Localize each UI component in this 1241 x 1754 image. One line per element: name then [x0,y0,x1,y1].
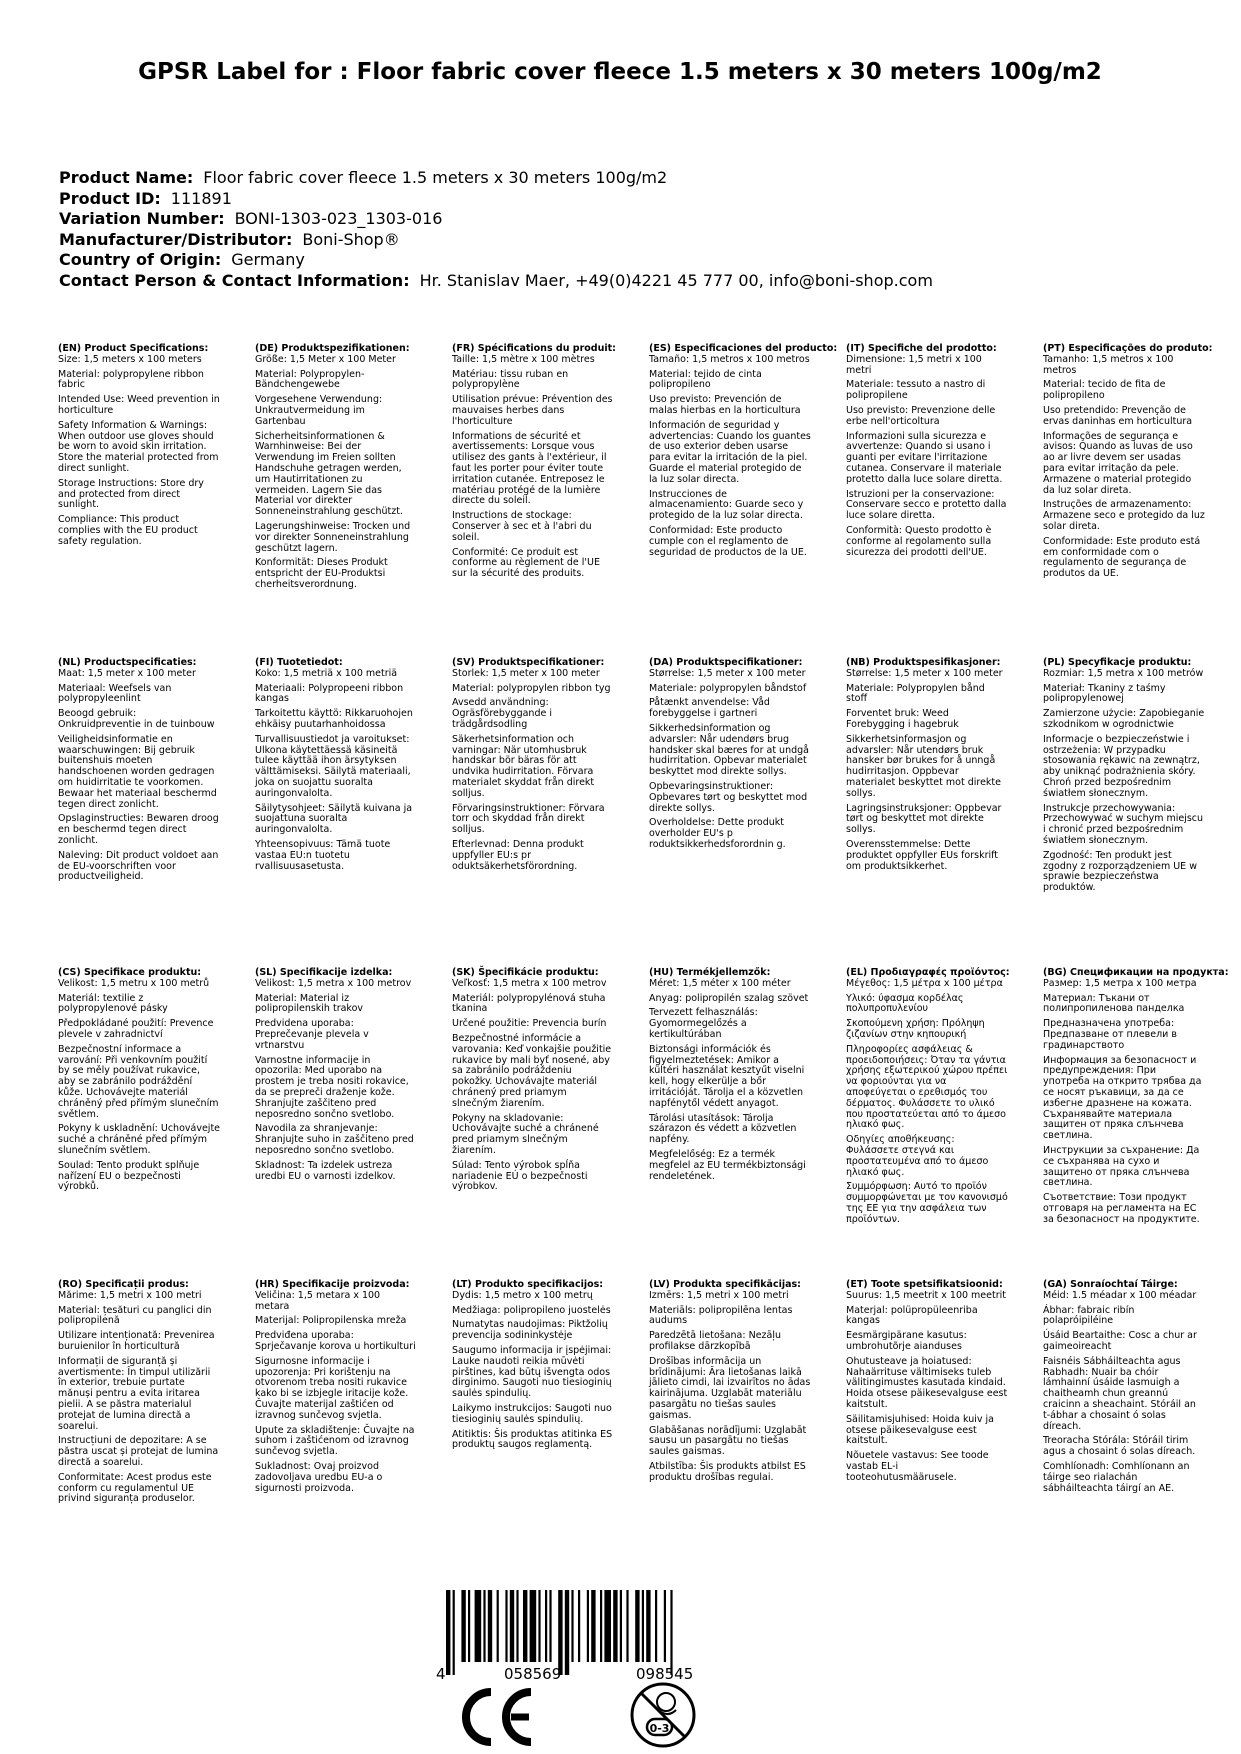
spec-paragraph: Informações de segurança e avisos: Quando as luvas de uso ao ar livre devem ser usadas para evitar irritação da pele. Armazene o material protegido da luz solar direta. [1043,430,1193,496]
spec-paragraph: Uso previsto: Prevención de malas hierbas en la horticultura [649,394,801,416]
spec-paragraph: Forventet bruk: Weed Forebygging i hagebruk [846,708,959,730]
spec-paragraph: Súlad: Tento výrobok spĺňa nariadenie EÚ o bezpečnosti výrobkov. [452,1159,588,1193]
barcode-bar [516,1590,518,1662]
spec-paragraph: Megfelelőség: Ez a termék megfelel az EU termékbiztonsági rendeletének. [649,1148,806,1182]
spec-paragraph: Beoogd gebruik: Onkruidpreventie in de tuinbouw [58,708,215,730]
spec-paragraph: Размер: 1,5 метра x 100 метра [1043,977,1197,989]
spec-paragraph: Ábhar: fabraic ribín polapróipiléine [1043,1304,1135,1327]
barcode-first-digit: 4 [436,1665,446,1683]
barcode-bar [646,1590,650,1662]
spec-section [649,1280,811,1488]
spec-paragraph: Instructions de stockage: Conserver à sec et à l'abri du soleil. [452,510,592,543]
spec-paragraph: Turvallisuustiedot ja varoitukset: Ulkona käytettäessä käsineitä tulee käyttää ihon ärsytyksen välttämiseksi. Säilytä materiaali, joka on suojattu suoralta auringonvalolta. [255,733,411,799]
spec-paragraph: Utilizare intenționată: Prevenirea buruienilor în horticultură [58,1330,215,1352]
spec-paragraph: Säkerhetsinformation och varningar: När utomhusbruk handskar bör bäras för att undvika hudirritation. Förvara materialet skyddat från direkt solljus. [452,733,595,799]
barcode-bar [545,1590,547,1662]
barcode-bar [635,1590,639,1662]
spec-section [58,1280,220,1509]
spec-paragraph: Istruzioni per la conservazione: Conservare secco e protetto dalla luce solare diretta. [846,488,1007,522]
barcode-bar [523,1590,527,1662]
spec-heading: (NL) Productspecificaties: [58,657,197,668]
info-row [59,250,933,271]
spec-paragraph: Veličina: 1,5 metara x 100 metara [255,1289,381,1312]
spec-paragraph: Sukladnost: Ovaj proizvod zadovoljava uredbu EU-a o sigurnosti proizvoda. [255,1460,383,1494]
spec-heading: (HU) Termékjellemzők: [649,967,771,978]
spec-paragraph: Vorgesehene Verwendung: Unkrautvermeidung im Gartenbau [255,394,383,427]
spec-paragraph: Material: Material iz polipropilenskih trakov [255,992,364,1015]
spec-paragraph: Atbilstība: Šis produkts atbilst ES produktu drošības regulai. [649,1460,806,1483]
spec-paragraph: Informations de sécurité et avertissements: Lorsque vous utilisez des gants à l'extérieur, il faut les porter pour éviter toute irritation cutanée. Entreposez le matériau protégé de la lumière directe du soleil. [452,430,607,507]
spec-paragraph: Informazioni sulla sicurezza e avvertenze: Quando si usano i guanti per evitare l'irritazione cutanea. Conservare il materiale protetto dalla luce solare diretta. [846,430,1003,485]
spec-heading: (ET) Toote spetsifikatsioonid: [846,1279,1003,1290]
barcode-bar [497,1590,499,1662]
spec-paragraph: Atitiktis: Šis produktas atitinka ES produktų saugos reglamentą. [452,1428,613,1451]
spec-paragraph: Material: Polypropylen-Bändchengewebe [255,368,365,391]
spec-paragraph: Предназначена употреба: Предпазване от плевели в градинарството [1043,1018,1177,1051]
spec-heading: (PL) Specyfikacje produktu: [1043,657,1192,668]
barcode-bar [620,1590,622,1662]
spec-paragraph: Utilisation prévue: Prévention des mauvaises herbes dans l'horticulture [452,394,613,427]
spec-paragraph: Izmērs: 1,5 metri x 100 metri [649,1289,789,1301]
spec-paragraph: Uso pretendido: Prevenção de ervas daninhas em horticultura [1043,404,1193,427]
spec-section [649,968,811,1186]
spec-paragraph: Materiale: Polypropylen bånd stoff [846,682,985,705]
spec-paragraph: Yhteensopivuus: Tämä tuote vastaa EU:n tuotetu rvallisuusasetusta. [255,838,391,872]
spec-paragraph: Konformität: Dieses Produkt entspricht der EU-Produktsi cherheitsverordnung. [255,557,388,590]
spec-section [255,658,417,876]
info-row [59,230,933,251]
spec-paragraph: Πληροφορίες ασφάλειας & προειδοποιήσεις: Όταν τα γάντια χρήσης εξωτερικού χώρου πρέπει να φοριούνται για να αποφεύγεται ο ερεθισμός του δέρματος. Φυλάσσετε το υλικό που προστατεύεται από το άμεσο ηλιακό φως. [846,1043,1008,1131]
info-value: Hr. Stanislav Maer, +49(0)4221 45 777 00, info@boni-shop.com [419,270,933,290]
spec-paragraph: Dimensione: 1,5 metri x 100 metri [846,353,982,376]
spec-paragraph: Uso previsto: Prevenzione delle erbe nell'orticoltura [846,404,996,427]
spec-paragraph: Nõuetele vastavus: See toode vastab EL-i tooteohutusmäärusele. [846,1450,989,1483]
spec-section [58,658,220,887]
spec-paragraph: Koko: 1,5 metriä x 100 metriä [255,667,398,679]
spec-paragraph: Conformità: Questo prodotto è conforme al regolamento sulla sicurezza dei prodotti dell'UE. [846,524,992,558]
spec-paragraph: Upute za skladištenje: Čuvajte na suhom i zaštićenom od izravnog sunčevog svjetla. [255,1424,415,1458]
spec-paragraph: Størrelse: 1,5 meter x 100 meter [649,667,806,679]
spec-paragraph: Medžiaga: polipropileno juostelės [452,1304,611,1316]
spec-paragraph: Instrucciones de almacenamiento: Guarde seco y protegido de la luz solar directa. [649,488,804,522]
spec-paragraph: Efterlevnad: Denna produkt uppfyller EU:s pr oduktsäkerhetsförordning. [452,838,584,872]
spec-heading: (SV) Produktspecifikationer: [452,657,605,668]
info-row [59,168,933,189]
spec-paragraph: Méid: 1.5 méadar x 100 méadar [1043,1289,1197,1301]
spec-paragraph: Anyag: polipropilén szalag szövet [649,992,809,1004]
spec-paragraph: Σκοπούμενη χρήση: Πρόληψη ζιζανίων στην κηπουρική [846,1018,985,1040]
barcode-bar [461,1590,465,1662]
spec-paragraph: Инструкции за съхранение: Да се съхранява на сухо и защитено от пряка слънчева светлина. [1043,1144,1200,1189]
ce-mark-icon [455,1688,535,1746]
spec-paragraph: Sicherheitsinformationen & Warnhinweise: Bei der Verwendung im Freien sollten Handschuhe getragen werden, um Hautirritationen zu vermeiden. Lagern Sie das Material vor direkter Sonneneinstrahlung geschützt. [255,430,403,518]
spec-paragraph: Varnostne informacije in opozorila: Med uporabo na prostem je treba nositi rokavice, da se prepreči draženje kože. Shranjujte zaščiteno pred neposredno sončno svetlobo. [255,1054,409,1120]
spec-paragraph: Velikost: 1,5 metra x 100 metrov [255,977,412,989]
spec-section [649,658,811,855]
spec-section [1043,343,1213,584]
spec-paragraph: Conformitate: Acest produs este conform cu regulamentul UE privind siguranța produselor. [58,1471,212,1505]
spec-paragraph: Größe: 1,5 Meter x 100 Meter [255,353,396,365]
spec-paragraph: Informacje o bezpieczeństwie i ostrzeżenia: W przypadku stosowania rękawic na zewnątrz, aby uniknąć podrażnienia skóry. Chroń przed bezpośrednim światłem słonecznym. [1043,733,1200,799]
spec-paragraph: Säilytysohjeet: Säilytä kuivana ja suojattuna suoralta auringonvalolta. [255,802,413,836]
spec-paragraph: Opbevaringsinstruktioner: Opbevares tørt og beskyttet mod direkte sollys. [649,780,808,814]
spec-paragraph: Mărime: 1,5 metri x 100 metri [58,1289,202,1301]
barcode-bar [453,1590,455,1675]
spec-paragraph: Materijal: Polipropilenska mreža [255,1315,407,1327]
spec-paragraph: Συμμόρφωση: Αυτό το προϊόν συμμορφώνεται με τον κανονισμό της ΕΕ για την ασφάλεια των προϊόντων. [846,1181,1008,1225]
spec-paragraph: Overensstemmelse: Dette produktet oppfyller EUs forskrift om produktsikkerhet. [846,838,999,872]
spec-heading: (SL) Specifikacije izdelka: [255,967,393,978]
spec-paragraph: Информация за безопасност и предупреждения: При употреба на открито трябва да се носят ръкавици, за да се избегне дразнене на кожата. Съхранявайте материала защитен от пряка слънчева светлина. [1043,1054,1202,1142]
spec-heading: (ES) Especificaciones del producto: [649,343,838,354]
barcode-bar [600,1590,602,1662]
barcode-bar [530,1590,537,1662]
barcode-bar [626,1590,628,1662]
barcode-bar [468,1590,470,1662]
spec-paragraph: Maat: 1,5 meter x 100 meter [58,667,196,679]
spec-paragraph: Intended Use: Weed prevention in horticulture [58,394,220,416]
barcode-bar [510,1590,514,1662]
info-label: Country of Origin: [59,250,222,270]
info-label: Product ID: [59,188,161,208]
spec-paragraph: Съответствие: Този продукт отговаря на регламента на ЕС за безопасност на продуктите. [1043,1192,1200,1225]
spec-heading: (GA) Sonraíochtaí Táirge: [1043,1279,1178,1290]
spec-paragraph: Lagringsinstruksjoner: Oppbevar tørt og beskyttet mot direkte sollys. [846,802,1002,836]
spec-paragraph: Förvaringsinstruktioner: Förvara torr och skyddad från direkt solljus. [452,802,605,836]
spec-paragraph: Opslaginstructies: Bewaren droog en beschermd tegen direct zonlicht. [58,813,219,846]
barcode-bar [483,1590,485,1662]
barcode-bar [670,1590,672,1675]
spec-heading: (FR) Spécifications du produit: [452,343,616,354]
info-row [59,271,933,292]
spec-paragraph: Size: 1,5 meters x 100 meters [58,353,202,365]
spec-paragraph: Materiaal: Weefsels van polypropyleenlint [58,682,172,705]
spec-paragraph: Materiāls: polipropilēna lentas audums [649,1304,793,1327]
spec-paragraph: Rozmiar: 1,5 metra x 100 metrów [1043,667,1204,679]
product-info [59,168,933,292]
spec-heading: (BG) Спецификации на продукта: [1043,967,1229,978]
info-label: Variation Number: [59,209,225,229]
barcode-left-digits: 058569 [504,1665,562,1683]
barcode-bar [549,1590,551,1662]
spec-paragraph: Saugumo informacija ir įspėjimai: Lauke naudoti reikia mūvėti pirštines, kad būtų išvengta odos dirginimo. Saugoti nuo tiesioginių saulės spindulių. [452,1344,612,1400]
age-range-label: 0-3 [649,1722,670,1735]
barcode-bar [475,1590,482,1662]
spec-paragraph: Material: polypropylene ribbon fabric [58,368,204,391]
spec-heading: (IT) Specifiche del prodotto: [846,343,997,354]
spec-paragraph: Påtænkt anvendelse: Våd forebyggelse i gartneri [649,697,770,720]
spec-heading: (DE) Produktspezifikationen: [255,343,410,354]
spec-heading: (SK) Špecifikácie produktu: [452,967,599,978]
spec-paragraph: Μέγεθος: 1,5 μέτρα x 100 μέτρα [846,977,1003,989]
spec-paragraph: Zamierzone użycie: Zapobieganie szkodnikom w ogrodnictwie [1043,708,1205,730]
spec-paragraph: Tarkoitettu käyttö: Rikkaruohojen ehkäisy puutarhanhoidossa [255,708,413,730]
spec-paragraph: Materiaali: Polypropeeni ribbon kangas [255,682,404,705]
spec-paragraph: Zgodność: Ten produkt jest zgodny z rozporządzeniem UE w sprawie bezpieczeństwa produktów. [1043,849,1197,894]
spec-section [58,968,220,1197]
spec-paragraph: Naleving: Dit product voldoet aan de EU-voorschriften voor productveiligheid. [58,849,219,883]
spec-section [846,968,1008,1230]
spec-paragraph: Materiál: textilie z polypropylenové pásky [58,992,168,1015]
spec-section [452,968,614,1197]
barcode-bar [446,1590,450,1675]
spec-section [649,343,838,562]
info-label: Contact Person & Contact Information: [59,270,410,290]
spec-paragraph: Instrukcje przechowywania: Przechowywać w suchym miejscu i chronić przed bezpośrednim światłem słonecznym. [1043,802,1204,846]
spec-paragraph: Comhlíonadh: Comhlíonann an táirge seo rialachán sábháilteachta táirgí an AE. [1043,1460,1190,1494]
age-warning-icon [628,1680,698,1750]
spec-paragraph: Avsedd användning: Ogräsförebyggande i trädgårdsodling [452,697,552,730]
spec-paragraph: Sikkerhetsinformasjon og advarsler: Når utendørs bruk hansker bør brukes for å unngå hudirritasjon. Oppbevar materialet beskyttet mot direkte sollys. [846,733,1001,799]
spec-paragraph: Matériau: tissu ruban en polypropylène [452,368,569,391]
spec-paragraph: Materjal: polüpropüleenriba kangas [846,1304,978,1327]
spec-section [255,1280,417,1498]
spec-paragraph: Conformidad: Este producto cumple con el reglamento de seguridad de productos de la UE. [649,524,807,558]
barcode-bar [655,1590,657,1662]
spec-paragraph: Méret: 1,5 méter x 100 méter [649,977,791,989]
spec-paragraph: Tárolási utasítások: Tárolja szárazon és védett a közvetlen napfény. [649,1112,797,1146]
spec-paragraph: Numatytas naudojimas: Piktžolių prevencija sodininkystėje [452,1319,608,1342]
spec-section [1043,1280,1205,1498]
barcode-bar [538,1590,540,1662]
info-value: 111891 [170,188,232,208]
spec-section [255,968,417,1186]
spec-section [846,344,1008,562]
spec-heading: (HR) Specifikacije proizvoda: [255,1279,410,1290]
spec-paragraph: Instrucțiuni de depozitare: A se păstra uscat și protejat de lumina directă a soarelui. [58,1435,219,1468]
spec-paragraph: Conformidade: Este produto está em conformidade com o regulamento de segurança de produtos da UE. [1043,535,1201,580]
spec-paragraph: Treoracha Stórála: Stóráil tirim agus a chosaint ó solas díreach. [1043,1435,1196,1458]
spec-heading: (FI) Tuotetiedot: [255,657,343,668]
spec-paragraph: Οδηγίες αποθήκευσης: Φυλάσσετε στεγνά και προστατευμένα από το άμεσο ηλιακό φως. [846,1134,989,1178]
spec-paragraph: Storage Instructions: Store dry and protected from direct sunlight. [58,477,204,511]
spec-paragraph: Biztonsági információk és figyelmeztetések: Amikor a kültéri használat kesztyűt viselni kell, hogy elkerülje a bőr irritációját. Tárolja el a közvetlen napfénytől védett anyagot. [649,1043,805,1109]
info-label: Manufacturer/Distributor: [59,229,293,249]
spec-heading: (EL) Προδιαγραφές προϊόντος: [846,967,1010,978]
spec-paragraph: Úsáid Beartaithe: Cosc a chur ar gaimeoireacht [1043,1330,1197,1352]
barcode-bar [505,1590,507,1662]
barcode-bar [604,1590,611,1662]
spec-paragraph: Tamaño: 1,5 metros x 100 metros [649,353,810,365]
spec-paragraph: Bezpečnostní informace a varování: Při venkovním použití by se měly používat rukavice, aby se zabránilo podráždění kůže. Uchovávejte materiál chráněný před přímým slunečním světlem. [58,1043,219,1120]
spec-section [1043,967,1229,1230]
spec-paragraph: Pokyny k uskladnění: Uchovávejte suché a chráněné před přímým slunečním světlem. [58,1123,221,1156]
spec-paragraph: Conformité: Ce produit est conforme au règlement de l'UE sur la sécurité des produits. [452,546,600,580]
spec-paragraph: Suurus: 1,5 meetrit x 100 meetrit [846,1289,1006,1301]
barcode-bar [488,1590,492,1662]
spec-heading: (EN) Product Specifications: [58,343,209,354]
spec-heading: (DA) Produktspecifikationer: [649,657,803,668]
info-value: BONI-1303-023_1303-016 [234,209,443,229]
spec-paragraph: Ohutusteave ja hoiatused: Nahaärrituse vältimiseks tuleb välitingimustes kasutada kindaid. Hoida otsese päikesevalguse eest kaitstult. [846,1355,1008,1410]
spec-section [255,344,417,595]
spec-paragraph: Sikkerhedsinformation og advarsler: Når udendørs brug handsker skal bæres for at undgå hudirritation. Opbevar materialet beskyttet mod direkte sollys. [649,722,809,778]
spec-paragraph: Dydis: 1,5 metro x 100 metrų [452,1289,593,1301]
spec-paragraph: Materiale: polypropylen båndstof [649,682,807,694]
barcode-bar [565,1590,569,1675]
spec-paragraph: Safety Information & Warnings: When outdoor use gloves should be worn to avoid skin irritation. Store the material protected from direct sunlight. [58,419,219,474]
spec-paragraph: Taille: 1,5 mètre x 100 mètres [452,353,595,365]
spec-heading: (PT) Especificações do produto: [1043,343,1213,354]
spec-paragraph: Material: tecido de fita de polipropileno [1043,379,1166,402]
spec-section [1043,658,1205,898]
spec-paragraph: Predviđena uporaba: Sprječavanje korova u hortikulturi [255,1330,416,1352]
spec-section [452,1280,614,1455]
spec-paragraph: Glabāšanas norādījumi: Uzglabāt sausu un pasargātu no tiešas saules gaismas. [649,1424,807,1458]
barcode-bar [613,1590,617,1662]
info-row [59,209,933,230]
spec-paragraph: Navodila za shranjevanje: Shranjujte suho in zaščiteno pred neposredno sončno svetlobo. [255,1123,414,1156]
spec-paragraph: Informații de siguranță și avertismente: În timpul utilizării în exterior, trebuie purtate mănuși pentru a evita iritarea pielii. A se păstra materialul protejat de lumina directă a soarelui. [58,1355,211,1432]
spec-paragraph: Skladnost: Ta izdelek ustreza uredbi EU o varnosti izdelkov. [255,1159,396,1182]
spec-paragraph: Material: tejido de cinta polipropileno [649,368,762,391]
spec-section [58,344,220,552]
spec-paragraph: Eesmärgipärane kasutus: umbrohutõrje aianduses [846,1330,967,1352]
barcode-bar [558,1590,562,1675]
spec-paragraph: Compliance: This product complies with the EU product safety regulation. [58,514,198,547]
spec-paragraph: Faisnéis Sábháilteachta agus Rabhadh: Nuair ba chóir lámhainní úsáide lasmuigh a chaitheamh chun greannú craicinn a sheachaint. Stóráil an t-ábhar a chosaint ó solas díreach. [1043,1355,1196,1432]
spec-section [846,658,1008,876]
spec-heading: (LT) Produkto specifikacijos: [452,1279,604,1290]
info-row [59,189,933,210]
spec-paragraph: Materiał: Tkaniny z taśmy polipropylenowej [1043,682,1166,705]
spec-paragraph: Bezpečnostné informácie a varovania: Keď vonkajšie použitie rukavice by mali byť nosené, aby sa zabránilo podráždeniu pokožky. Uchovávajte materiál chránený pred priamym slnečným žiarením. [452,1032,612,1109]
spec-paragraph: Instruções de armazenamento: Armazene seco e protegido da luz solar direta. [1043,499,1205,532]
spec-paragraph: Lagerungshinweise: Trocken und vor direkter Sonneneinstrahlung geschützt lagern. [255,520,411,554]
barcode-bar [587,1590,589,1662]
barcode-bar [571,1590,573,1662]
barcode [446,1590,746,1675]
barcode-bar [591,1590,595,1662]
spec-paragraph: Laikymo instrukcijos: Saugoti nuo tiesioginių saulės spindulių. [452,1402,612,1425]
spec-section [846,1280,1008,1488]
spec-heading: (CS) Specifikace produktu: [58,967,202,978]
spec-paragraph: Storlek: 1,5 meter x 100 meter [452,667,600,679]
spec-heading: (LV) Produkta specifikācijas: [649,1279,801,1290]
info-value: Boni-Shop® [302,229,400,249]
spec-paragraph: Veľkosť: 1,5 metra x 100 metrov [452,977,607,989]
barcode-bar [664,1590,666,1662]
info-label: Product Name: [59,168,194,187]
spec-paragraph: Určené použitie: Prevencia burín [452,1018,607,1030]
spec-paragraph: Υλικό: ύφασμα κορδέλας πολυπροπυλενίου [846,992,964,1015]
barcode-right-digits: 098545 [636,1665,694,1683]
spec-heading: (NB) Produktspesifikasjoner: [846,657,1001,668]
spec-heading: (RO) Specificații produs: [58,1279,189,1290]
spec-paragraph: Sigurnosne informacije i upozorenja: Pri korištenju na otvorenom treba nositi rukavice kako bi se izbjegle iritacije kože. Čuvajte materijal zaštićen od izravnog sunčevog svjetla. [255,1355,409,1421]
spec-paragraph: Tervezett felhasználás: Gyomormegelőzés a kertikultúrában [649,1007,758,1040]
spec-paragraph: Soulad: Tento produkt splňuje nařízení EU o bezpečnosti výrobků. [58,1159,200,1193]
spec-paragraph: Material: țesături cu panglici din polipropilenă [58,1304,212,1327]
spec-paragraph: Predvidena uporaba: Preprečevanje plevela v vrtnarstvu [255,1018,369,1051]
spec-paragraph: Tamanho: 1,5 metros x 100 metros [1043,353,1174,376]
spec-paragraph: Materiale: tessuto a nastro di polipropilene [846,379,986,402]
spec-paragraph: Información de seguridad y advertencias: Cuando los guantes de uso exterior deben usarse para evitar la irritación de la piel. Guarde el material protegido de la luz solar directa. [649,419,811,485]
page-title: GPSR Label for : Floor fabric cover fleece 1.5 meters x 30 meters 100g/m2 [138,59,1102,85]
spec-paragraph: Materiál: polypropylénová stuha tkanina [452,992,606,1015]
spec-paragraph: Paredzētā lietošana: Nezāļu profilakse dārzkopībā [649,1330,782,1352]
spec-paragraph: Veiligheidsinformatie en waarschuwingen: Bij gebruik buitenshuis moeten handschoenen worden gedragen om huidirritatie te voorkomen. Bewaar het materiaal beschermd tegen direct zonlicht. [58,733,217,810]
spec-paragraph: Overholdelse: Dette produkt overholder EU's p roduktsikkerhedsforordnin g. [649,817,786,850]
spec-section [452,658,614,876]
spec-section [452,344,614,584]
info-value: Floor fabric cover fleece 1.5 meters x 30 meters 100g/m2 [203,168,668,187]
spec-paragraph: Størrelse: 1,5 meter x 100 meter [846,667,1003,679]
spec-paragraph: Material: polypropylen ribbon tyg [452,682,611,694]
spec-paragraph: Předpokládané použití: Prevence plevele v zahradnictví [58,1018,214,1040]
spec-paragraph: Drošības informācija un brīdinājumi: Āra lietošanas laikā jālieto cimdi, lai izvairītos no ādas kairinājuma. Uzglabāt materiālu pasargātu no tiešas saules gaismas. [649,1355,811,1421]
barcode-bar [578,1590,580,1662]
spec-paragraph: Säilitamisjuhised: Hoida kuiv ja otsese päikesevalguse eest kaitstult. [846,1413,994,1447]
spec-paragraph: Материал: Тъкани от полипропиленова панделка [1043,992,1185,1015]
info-value: Germany [231,250,305,270]
spec-paragraph: Pokyny na skladovanie: Uchovávajte suché a chránené pred priamym slnečným žiarením. [452,1112,599,1156]
spec-paragraph: Velikost: 1,5 metru x 100 metrů [58,977,210,989]
barcode-bar [642,1590,644,1662]
